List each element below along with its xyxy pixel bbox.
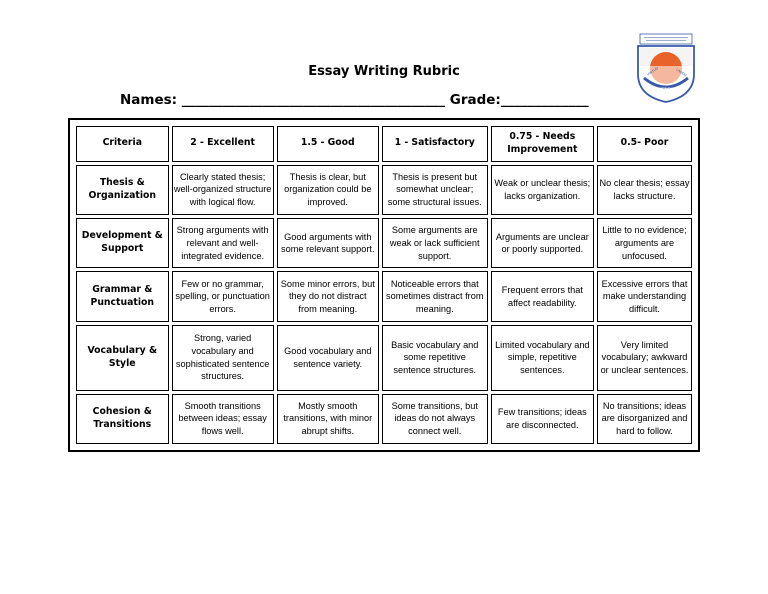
rubric-cell: Few transitions; ideas are disconnected. bbox=[491, 394, 594, 444]
rubric-cell: Very limited vocabulary; awkward or unclear sentences. bbox=[597, 325, 692, 391]
rubric-cell: Some arguments are weak or lack sufficient support. bbox=[382, 218, 488, 268]
rubric-cell: Strong, varied vocabulary and sophisticated sentence structures. bbox=[172, 325, 274, 391]
rubric-cell: Basic vocabulary and some repetitive sentence structures. bbox=[382, 325, 488, 391]
rubric-cell: No transitions; ideas are disorganized and hard to follow. bbox=[597, 394, 692, 444]
rubric-table bbox=[73, 123, 695, 447]
names-blank: _______________________________________ bbox=[181, 92, 446, 108]
rubric-cell: Excessive errors that make understanding difficult. bbox=[597, 271, 692, 321]
grade-blank: _____________ bbox=[500, 92, 589, 108]
table-row bbox=[76, 165, 692, 215]
table-row bbox=[76, 394, 692, 444]
rubric-cell: Little to no evidence; arguments are unfocused. bbox=[597, 218, 692, 268]
rubric-cell: Good vocabulary and sentence variety. bbox=[277, 325, 379, 391]
svg-text:VIRTUD: VIRTUD bbox=[646, 66, 660, 77]
rubric-cell: Frequent errors that affect readability. bbox=[491, 271, 594, 321]
rubric-cell: Limited vocabulary and simple, repetitive sentences. bbox=[491, 325, 594, 391]
criterion-cell: Thesis & Organization bbox=[76, 165, 169, 215]
rubric-cell: Arguments are unclear or poorly supported. bbox=[491, 218, 594, 268]
rubric-cell: Thesis is present but somewhat unclear; some structural issues. bbox=[382, 165, 488, 215]
header-criteria: Criteria bbox=[76, 126, 169, 162]
header-excellent: 2 - Excellent bbox=[172, 126, 274, 162]
names-label: Names: bbox=[120, 92, 178, 108]
rubric-cell: Some transitions, but ideas do not always connect well. bbox=[382, 394, 488, 444]
rubric-cell: Noticeable errors that sometimes distract from meaning. bbox=[382, 271, 488, 321]
table-row bbox=[76, 271, 692, 321]
svg-text:LABOR: LABOR bbox=[675, 67, 688, 78]
rubric-cell: Thesis is clear, but organization could be improved. bbox=[277, 165, 379, 215]
rubric-cell: Some minor errors, but they do not distract from meaning. bbox=[277, 271, 379, 321]
header-needs-improvement: 0.75 - Needs Improvement bbox=[491, 126, 594, 162]
header-poor: 0.5- Poor bbox=[597, 126, 692, 162]
rubric-cell: Few or no grammar, spelling, or punctuation errors. bbox=[172, 271, 274, 321]
rubric-frame bbox=[68, 118, 700, 452]
grade-label: Grade: bbox=[449, 92, 501, 108]
rubric-cell: Weak or unclear thesis; lacks organization. bbox=[491, 165, 594, 215]
names-grade-line bbox=[120, 92, 589, 108]
svg-text:CIENCIA: CIENCIA bbox=[658, 86, 675, 91]
criterion-cell: Development & Support bbox=[76, 218, 169, 268]
header-satisfactory: 1 - Satisfactory bbox=[382, 126, 488, 162]
header-good: 1.5 - Good bbox=[277, 126, 379, 162]
table-row bbox=[76, 325, 692, 391]
criterion-cell: Cohesion & Transitions bbox=[76, 394, 169, 444]
criterion-cell: Vocabulary & Style bbox=[76, 325, 169, 391]
page-title: Essay Writing Rubric bbox=[308, 64, 460, 79]
rubric-cell: Strong arguments with relevant and well-integrated evidence. bbox=[172, 218, 274, 268]
rubric-cell: No clear thesis; essay lacks structure. bbox=[597, 165, 692, 215]
criterion-cell: Grammar & Punctuation bbox=[76, 271, 169, 321]
rubric-cell: Mostly smooth transitions, with minor abrupt shifts. bbox=[277, 394, 379, 444]
rubric-cell: Smooth transitions between ideas; essay flows well. bbox=[172, 394, 274, 444]
table-header-row bbox=[76, 126, 692, 162]
rubric-cell: Good arguments with some relevant support. bbox=[277, 218, 379, 268]
rubric-cell: Clearly stated thesis; well-organized structure with logical flow. bbox=[172, 165, 274, 215]
table-row bbox=[76, 218, 692, 268]
